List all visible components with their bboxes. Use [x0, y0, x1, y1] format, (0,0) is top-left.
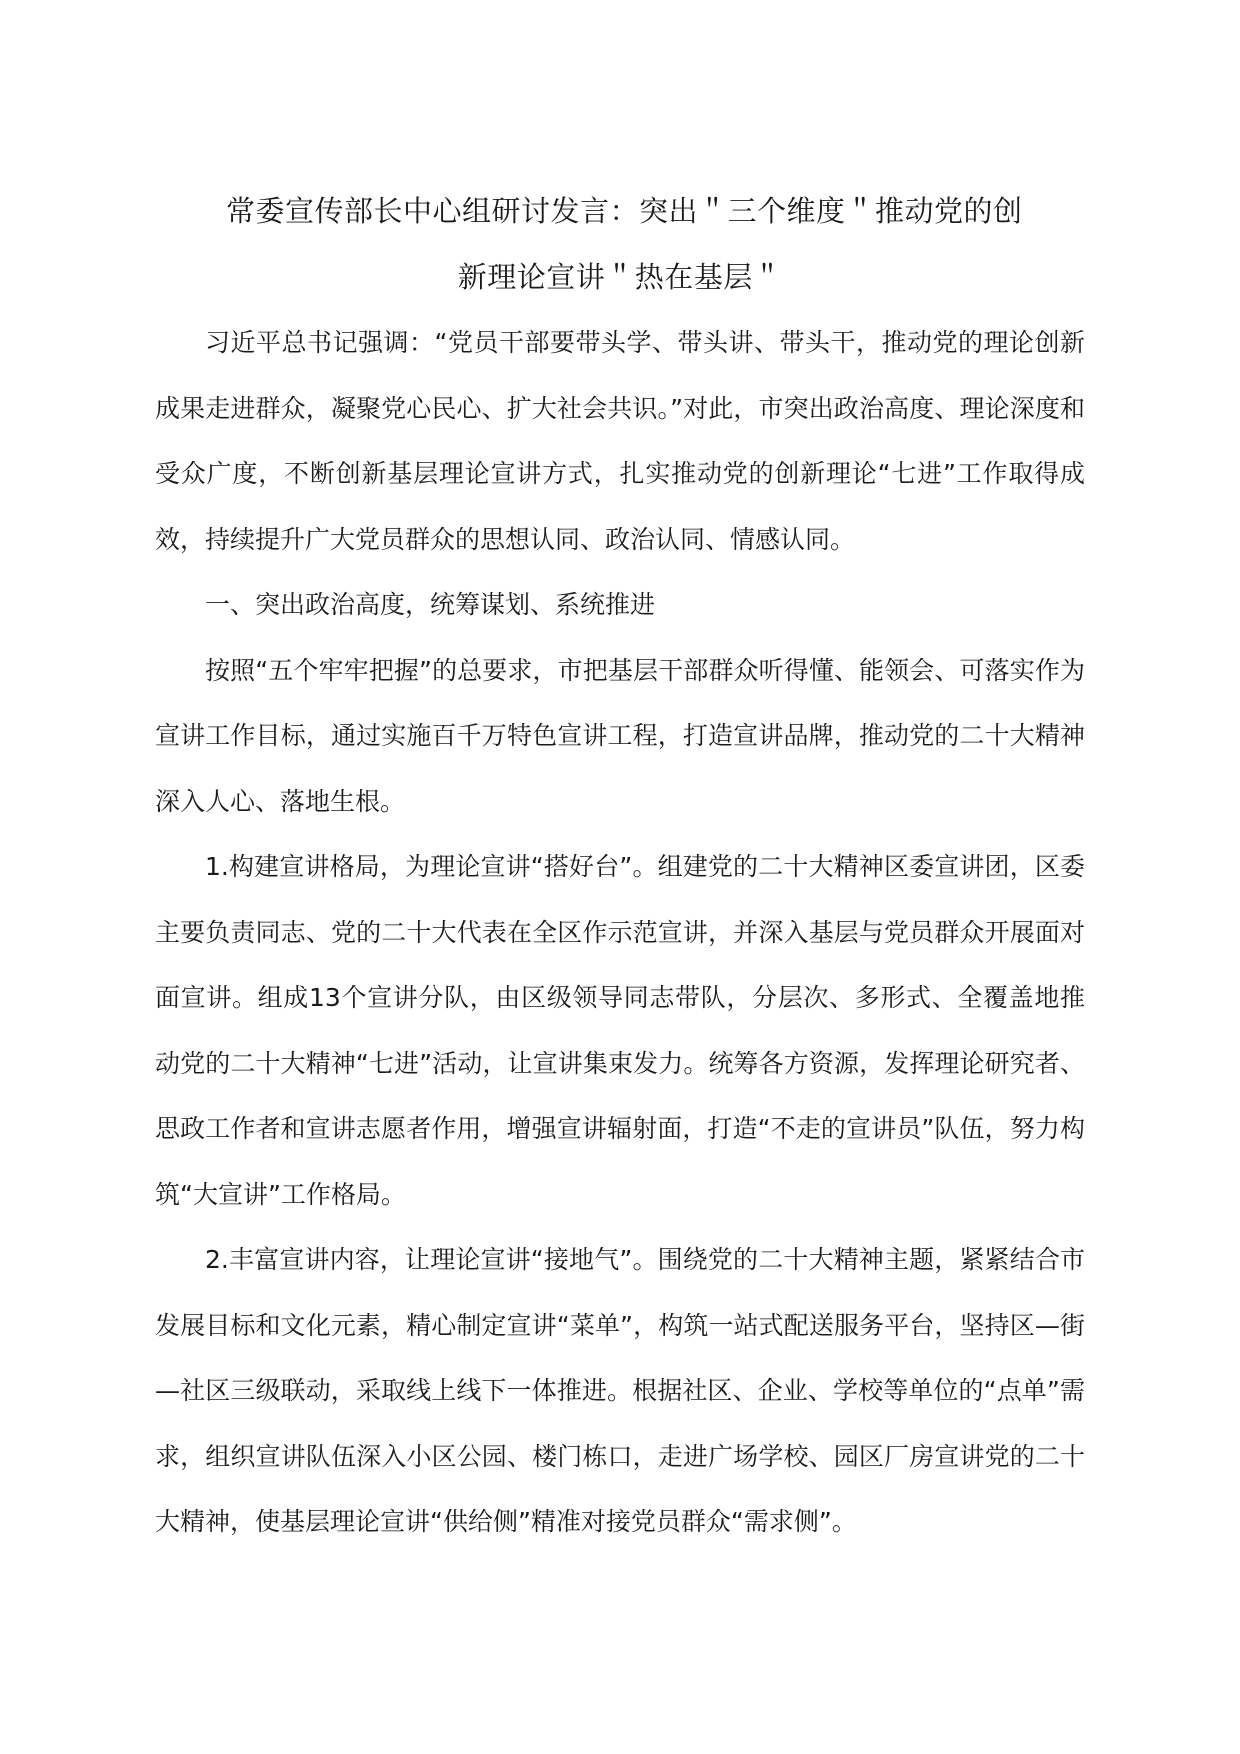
paragraph-section-1: 按照“五个牢牢把握”的总要求，市把基层干部群众听得懂、能领会、可落实作为宣讲工作目标，通过实施百千万特色宣讲工程，打造宣讲品牌，推动党的二十大精神深入人心、落地生根。 [155, 655, 1085, 816]
document-body [155, 310, 1085, 1555]
title-line-2: 新理论宣讲＂热在基层＂ [457, 260, 783, 294]
section-heading-1: 一、突出政治高度，统筹谋划、系统推进 [205, 590, 656, 619]
paragraph-point-2: 2.丰富宣讲内容，让理论宣讲“接地气”。围绕党的二十大精神主题，紧紧结合市发展目标和文化元素，精心制定宣讲“菜单”，构筑一站式配送服务平台，坚持区—街—社区三级联动，采取线上线下一体推进。根据社区、企业、学校等单位的“点单”需求，组织宣讲队伍深入小区公园、楼门栋口，走进广场学校、园区厂房宣讲党的二十大精神，使基层理论宣讲“供给侧”精准对接党员群众“需求侧”。 [155, 1245, 1085, 1536]
title-line-1: 常委宣传部长中心组研讨发言：突出＂三个维度＂推动党的创 [226, 194, 1023, 228]
paragraph-intro: 习近平总书记强调：“党员干部要带头学、带头讲、带头干，推动党的理论创新成果走进群众，凝聚党心民心、扩大社会共识。”对此，市突出政治高度、理论深度和受众广度，不断创新基层理论宣讲方式，扎实推动党的创新理论“七进”工作取得成效，持续提升广大党员群众的思想认同、政治认同、情感认同。 [155, 328, 1085, 554]
paragraph-point-1: 1.构建宣讲格局，为理论宣讲“搭好台”。组建党的二十大精神区委宣讲团，区委主要负责同志、党的二十大代表在全区作示范宣讲，并深入基层与党员群众开展面对面宣讲。组成13个宣讲分队，由区级领导同志带队，分层次、多形式、全覆盖地推动党的二十大精神“七进”活动，让宣讲集束发力。统筹各方资源，发挥理论研究者、思政工作者和宣讲志愿者作用，增强宣讲辐射面，打造“不走的宣讲员”队伍，努力构筑“大宣讲”工作格局。 [155, 852, 1085, 1209]
document-title [155, 178, 1085, 310]
